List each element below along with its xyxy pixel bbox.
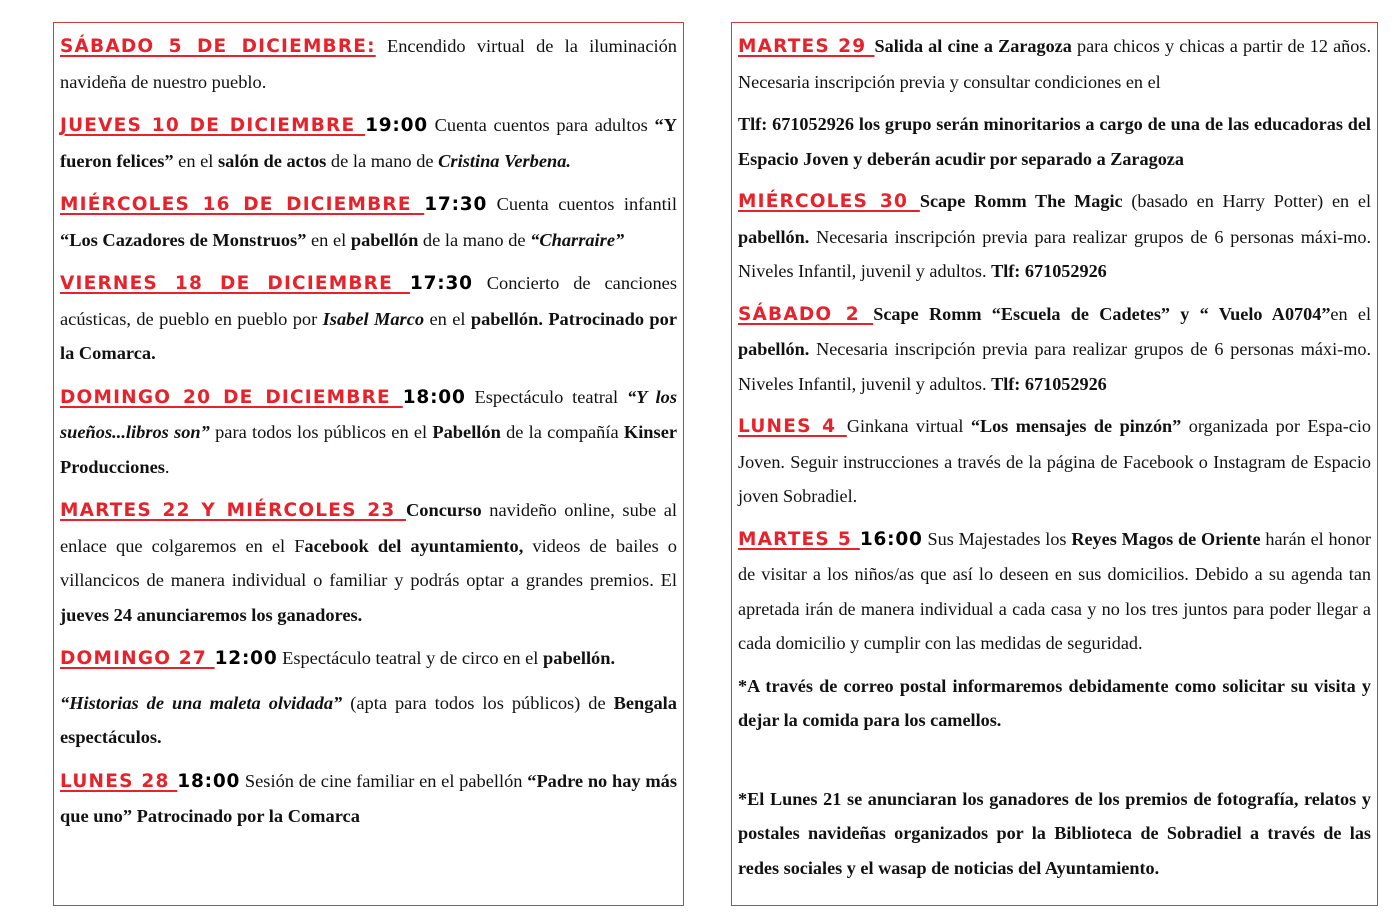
note-correo-postal: *A través de correo postal informaremos debidamente como solicitar su visita y dejar la comida para los camellos. [738,675,1371,730]
event-heading: MARTES 29 [738,36,875,57]
event-text: Ginkana virtual [846,416,971,436]
event-heading: MIÉRCOLES 30 [738,191,920,212]
event-text: navideño online, sube al enlace que colgaremos en el F [60,500,677,556]
event-company: Bengala espectáculos. [60,692,677,747]
event-title: “Los mensajes de pinzón” [970,416,1182,436]
event-time: 17:30 [409,273,473,294]
event-sabado-2 [738,297,1371,402]
event-text: . [164,456,170,477]
event-venue: pabellón [350,229,419,250]
event-heading: LUNES 4 [738,416,847,437]
event-text: Cuenta cuentos para adultos [427,115,655,135]
spacer [738,746,1371,782]
event-venue: Pabellón [432,422,501,442]
event-heading: SÁBADO 5 DE DICIEMBRE: [60,36,376,57]
event-performer: Isabel Marco [322,308,425,329]
event-lunes-28 [60,764,677,834]
event-venue: acebook del ayuntamiento, [304,535,524,556]
event-title: “Y fueron felices” [60,115,678,171]
event-miercoles-30 [738,184,1371,289]
event-venue: pabellón. Patrocinado por la Comarca. [60,308,677,363]
event-venue: pabellón. [738,226,810,247]
event-time: 19:00 [365,115,428,136]
event-time: 12:00 [214,648,278,669]
event-venue: pabellón. [543,648,616,668]
event-title: Concurso [406,500,482,520]
event-lunes-4 [738,409,1371,514]
right-column [731,22,1378,906]
event-heading: SÁBADO 2 [738,303,874,325]
event-text: Espectáculo teatral y de circo en el [277,648,544,668]
event-title: “Los Cazadores de Monstruos” [60,229,307,250]
event-heading: DOMINGO 27 [60,648,215,669]
event-text: de la mano de [326,150,439,171]
event-text: Necesaria inscripción previa para realizar grupos de 6 personas máxi-mo. Niveles Infantil, juvenil y adultos. [738,339,1371,394]
event-text: en el [424,308,471,329]
event-text: para todos los públicos en el [209,422,433,442]
event-performer: Cristina Verbena. [438,150,572,171]
event-time: 18:00 [402,386,466,408]
event-tlf-info [738,107,1371,176]
event-text: Concierto de canciones acústicas, de pueblo en pueblo por [60,273,677,329]
event-heading: JUEVES 10 DE DICIEMBRE [60,115,366,136]
event-text: Sesión de cine familiar en el pabellón [240,770,528,791]
event-heading: MARTES 5 [738,528,860,550]
event-heading: DOMINGO 20 DE DICIEMBRE [60,386,403,408]
event-text: de la mano de [418,229,531,250]
note-lunes-21: *El Lunes 21 se anunciaran los ganadores de los premios de fotografía, relatos y postales navideñas organizados por la Biblioteca de Sobradiel a través de las redes sociales y el wasap de noticias del Ayuntamiento. [738,788,1371,878]
left-column [53,22,684,906]
event-title: “Historias de una maleta olvidada” [60,692,343,713]
event-venue: salón de actos [218,150,327,171]
event-sabado-5 [60,29,677,99]
event-title: “Padre no hay más que uno” Patrocinado por la Comarca [60,770,678,826]
event-title: Scape Romm “Escuela de Cadetes” y “ Vuelo A0704” [873,303,1331,324]
event-martes-29 [738,29,1371,99]
event-heading: MIÉRCOLES 16 DE DICIEMBRE [60,194,425,215]
event-note: jueves 24 anunciaremos los ganadores. [60,604,363,625]
event-text: en el [1330,303,1372,324]
event-martes-22 [60,493,677,632]
event-miercoles-16 [60,187,677,257]
event-jueves-10 [60,108,677,178]
event-time: 16:00 [859,528,923,550]
event-martes-5 [738,522,1371,661]
event-contact: Tlf: 671052926 [991,261,1107,281]
event-time: 17:30 [424,194,488,215]
event-text: Necesaria inscripción previa para realizar grupos de 6 personas máxi-mo. Niveles Infantil, juvenil y adultos. [738,226,1371,281]
event-viernes-18 [60,266,677,371]
event-text: Espectáculo teatral [465,386,627,407]
event-historias [60,686,677,755]
event-text: en el [306,229,351,250]
event-title: Reyes Magos de Oriente [1071,528,1261,549]
event-title: Scape Romm The Magic [919,191,1123,211]
event-heading: LUNES 28 [60,770,178,792]
event-company: Kinser Producciones [60,422,678,477]
event-title: Salida al cine a Zaragoza [874,36,1072,56]
event-text: para chicos y chicas a partir de 12 años. Necesaria inscripción previa y consultar condiciones en el [738,36,1371,92]
event-domingo-20 [60,380,677,485]
event-text: (apta para todos los públicos) de [342,692,614,713]
event-text: harán el honor de visitar a los niños/as que así lo deseen en sus domicilios. Debido a su agenda tan apretada irán de manera individual a cada casa y no los tres juntos para poder llegar a cada domicilio y cumplir con las medidas de seguridad. [738,528,1371,653]
event-text: Cuenta cuentos infantil [487,194,677,214]
event-text: en el [173,150,218,171]
event-heading: MARTES 22 Y MIÉRCOLES 23 [60,500,407,521]
event-venue: pabellón. [738,339,810,359]
event-text: videos de bailes o villancicos de manera individual o familiar y podrás optar a grandes premios. El [60,535,678,590]
event-text: organizada por Espa-cio Joven. Seguir instrucciones a través de la página de Facebook o Instagram de Espacio joven Sobradiel. [738,416,1371,506]
event-contact: Tlf: 671052926 [991,373,1107,394]
event-text: Sus Majestades los [922,528,1072,549]
event-contact: Tlf: 671052926 los grupo serán minoritarios a cargo de una de las educadoras del Espacio Joven y deberán acudir por separado a Zaragoza [738,114,1371,169]
event-text: (basado en Harry Potter) en el [1122,191,1371,211]
event-domingo-27 [60,641,677,677]
event-heading: VIERNES 18 DE DICIEMBRE [60,273,410,294]
event-title: “Y los sueños...libros son” [60,386,677,442]
event-performer: “Charraire” [530,229,625,250]
event-text: de la compañía [500,422,624,442]
event-time: 18:00 [177,770,241,792]
event-text: Encendido virtual de la iluminación navideña de nuestro pueblo. [60,36,677,92]
